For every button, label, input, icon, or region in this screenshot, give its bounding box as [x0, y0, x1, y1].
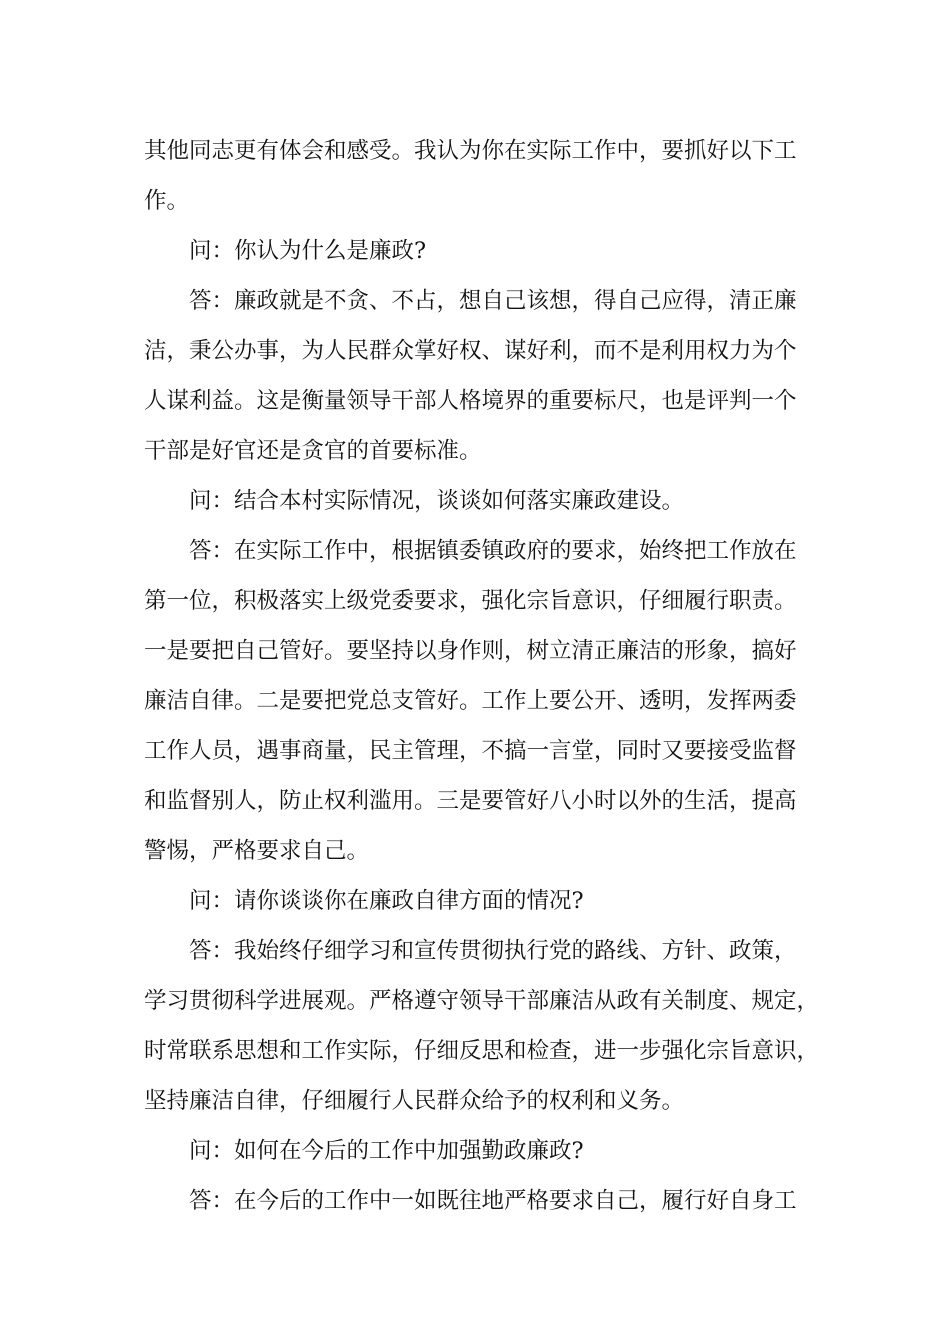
paragraph-line: 第一位，积极落实上级党委要求，强化宗旨意识，仔细履行职责。 [144, 588, 797, 614]
paragraph-line: 和监督别人，防止权利滥用。三是要管好八小时以外的生活，提高 [144, 788, 797, 814]
paragraph-line: 时常联系思想和工作实际，仔细反思和检查，进一步强化宗旨意识， [144, 1038, 820, 1064]
paragraph-line: 其他同志更有体会和感受。我认为你在实际工作中，要抓好以下工 [144, 138, 797, 164]
paragraph-line: 洁，秉公办事，为人民群众掌好权、谋好利，而不是利用权力为个 [144, 338, 797, 364]
question-line: 问：如何在今后的工作中加强勤政廉政? [189, 1138, 584, 1164]
paragraph-line: 人谋利益。这是衡量领导干部人格境界的重要标尺，也是评判一个 [144, 388, 797, 414]
paragraph-line: 工作人员，遇事商量，民主管理，不搞一言堂，同时又要接受监督 [144, 738, 797, 764]
question-line: 问：你认为什么是廉政? [189, 238, 427, 264]
paragraph-line: 学习贯彻科学进展观。严格遵守领导干部廉洁从政有关制度、规定， [144, 988, 820, 1014]
paragraph-line: 坚持廉洁自律，仔细履行人民群众给予的权利和义务。 [144, 1088, 685, 1114]
question-line: 问：结合本村实际情况，谈谈如何落实廉政建设。 [189, 488, 685, 514]
paragraph-line: 干部是好官还是贪官的首要标准。 [144, 438, 482, 464]
answer-line: 答：在今后的工作中一如既往地严格要求自己，履行好自身工 [189, 1188, 797, 1214]
paragraph-line: 作。 [144, 188, 190, 214]
question-line: 问：请你谈谈你在廉政自律方面的情况? [189, 888, 584, 914]
paragraph-line: 警惕，严格要求自己。 [144, 838, 370, 864]
paragraph-line: 廉洁自律。二是要把党总支管好。工作上要公开、透明，发挥两委 [144, 688, 797, 714]
answer-line: 答：在实际工作中，根据镇委镇政府的要求，始终把工作放在 [189, 538, 797, 564]
paragraph-line: 一是要把自己管好。要坚持以身作则，树立清正廉洁的形象，搞好 [144, 638, 797, 664]
answer-line: 答：我始终仔细学习和宣传贯彻执行党的路线、方针、政策， [189, 938, 797, 964]
answer-line: 答：廉政就是不贪、不占，想自己该想，得自己应得，清正廉 [189, 288, 797, 314]
